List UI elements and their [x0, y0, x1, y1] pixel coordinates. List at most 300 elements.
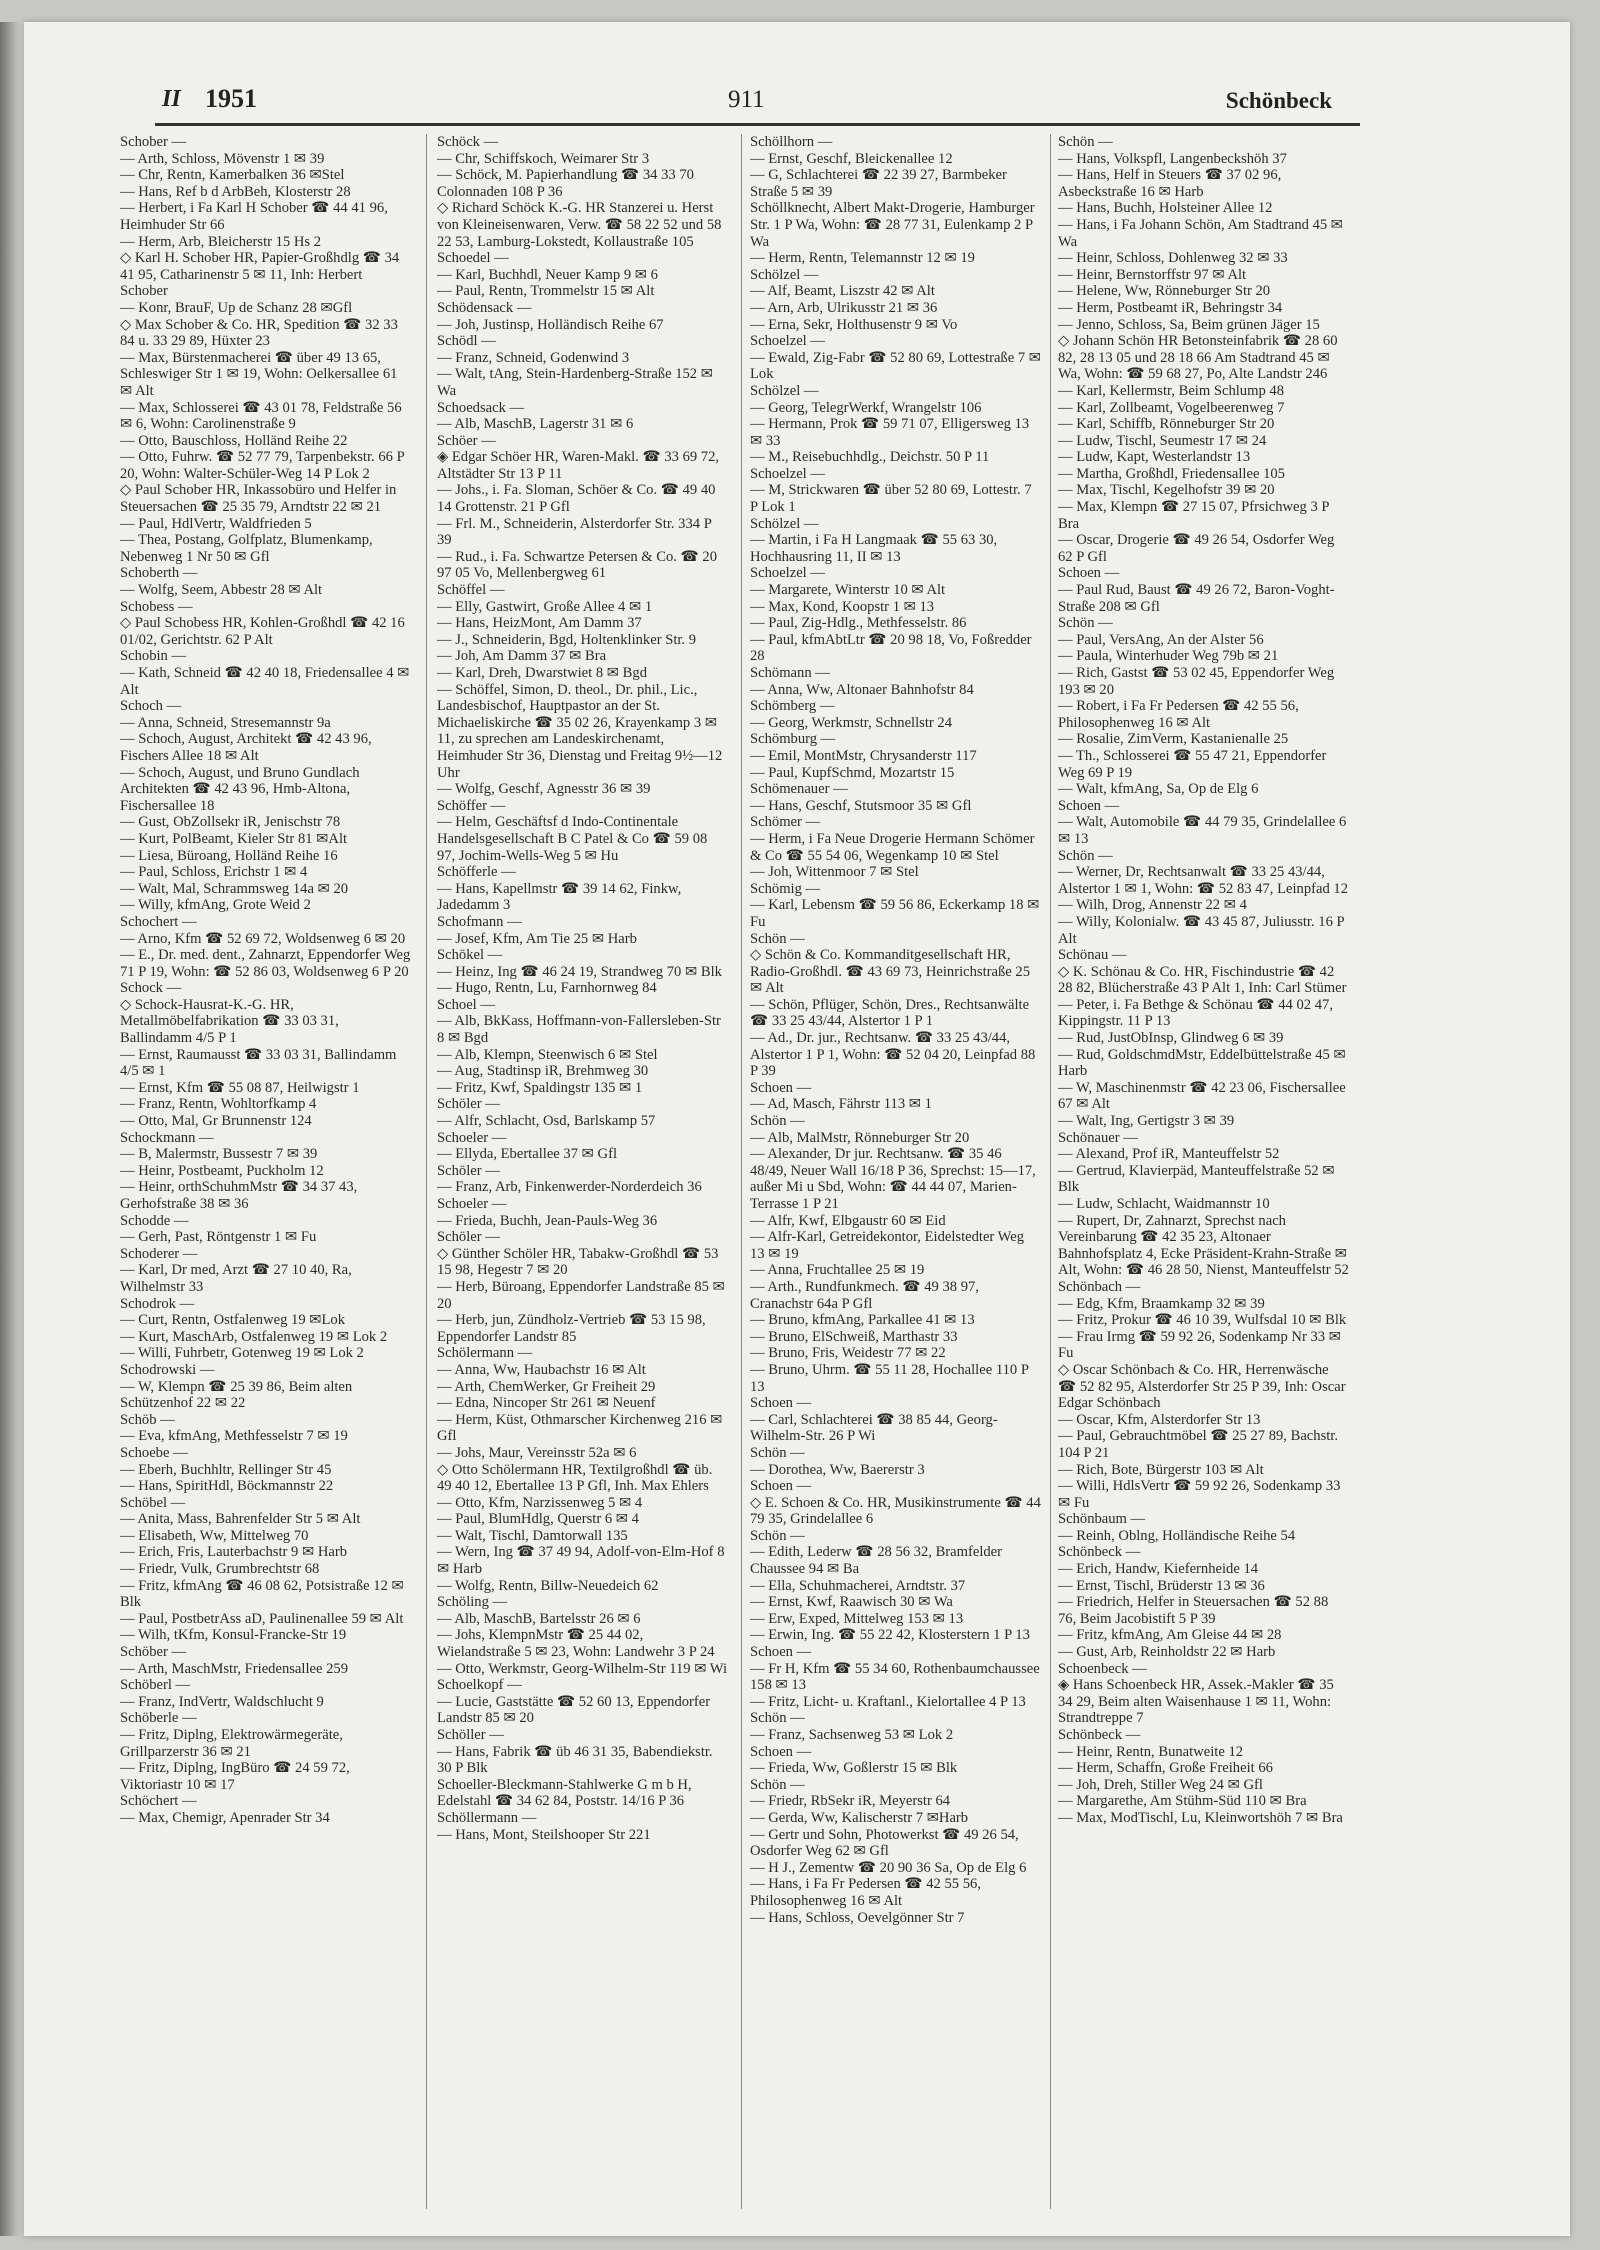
directory-entry: — Hans, Mont, Steilshooper Str 221	[437, 1826, 651, 1843]
directory-entry: Schoch —	[120, 698, 182, 715]
directory-entry: — Alb, BkKass, Hoffmann-von-Fallersleben-Str 8 ✉ Bgd	[437, 1013, 721, 1047]
directory-entry: — Paul, HdlVertr, Waldfrieden 5	[120, 515, 312, 532]
directory-entry: — Joh, Dreh, Stiller Weg 24 ✉ Gfl	[1058, 1776, 1263, 1793]
directory-entry: — Rosalie, ZimVerm, Kastanienalle 25	[1058, 731, 1289, 748]
directory-entry: — Herm, Arb, Bleicherstr 15 Hs 2	[120, 233, 322, 250]
directory-entry: — Fr H, Kfm ☎ 55 34 60, Rothenbaumchaussee 158 ✉ 13	[750, 1660, 1040, 1694]
directory-entry: — Ernst, Geschf, Bleickenallee 12	[750, 150, 953, 167]
directory-entry: — Kurt, MaschArb, Ostfalenweg 19 ✉ Lok 2	[120, 1328, 388, 1345]
directory-entry: — Liesa, Büroang, Holländ Reihe 16	[120, 847, 338, 864]
directory-entry: — Heinr, Schloss, Dohlenweg 32 ✉ 33	[1058, 250, 1288, 267]
directory-entry: — Gust, Arb, Reinholdstr 22 ✉ Harb	[1058, 1644, 1276, 1661]
directory-entry: Schökel —	[437, 947, 503, 964]
directory-entry: — Wern, Ing ☎ 37 49 94, Adolf-von-Elm-Hof 8 ✉ Harb	[437, 1544, 725, 1578]
directory-entry: Schön —	[750, 1444, 805, 1461]
directory-entry: Schödl —	[437, 333, 496, 350]
directory-entry: Schoderer —	[120, 1245, 198, 1262]
directory-entry: ◈ Edgar Schöer HR, Waren-Makl. ☎ 33 69 72, Altstädter Str 13 P 11	[437, 449, 720, 482]
directory-entry: Schodrowski —	[120, 1361, 215, 1378]
directory-entry: Schoelzel —	[750, 565, 825, 582]
directory-entry: Schodrok —	[120, 1295, 195, 1312]
directory-entry: — Karl, Kellermstr, Beim Schlump 48	[1058, 382, 1284, 399]
directory-entry: — Rud., i. Fa. Schwartze Petersen & Co. ☎ 20 97 05 Vo, Mellenbergweg 61	[437, 548, 718, 582]
directory-entry: Schöbel —	[120, 1494, 186, 1511]
directory-entry: — Alf, Beamt, Liszstr 42 ✉ Alt	[750, 283, 935, 300]
directory-entry: Schödensack —	[437, 299, 532, 316]
directory-entry: — Hugo, Rentn, Lu, Farnhornweg 84	[437, 980, 657, 997]
directory-entry: Schoedel —	[437, 250, 509, 267]
directory-entry: — Alexander, Dr jur. Rechtsanw. ☎ 35 46 48/49, Neuer Wall 16/18 P 36, Sprechst: 15—17, außer Mi u Sbd, Wohn: ☎ 44 44 07, Marien-Terrasse 1 P 21	[750, 1146, 1036, 1212]
directory-entry: — Gerh, Past, Röntgenstr 1 ✉ Fu	[120, 1229, 317, 1246]
directory-entry: — Emil, MontMstr, Chrysanderstr 117	[750, 747, 977, 764]
directory-entry: Schoen —	[1058, 565, 1120, 582]
directory-entry: — Fritz, kfmAng, Am Gleise 44 ✉ 28	[1058, 1627, 1282, 1644]
directory-entry: — Karl, Dr med, Arzt ☎ 27 10 40, Ra, Wilhelmstr 33	[120, 1262, 352, 1295]
directory-entry: — Erna, Sekr, Holthusenstr 9 ✉ Vo	[750, 316, 958, 333]
directory-entry: — Frau Irmg ☎ 59 92 26, Sodenkamp Nr 33 ✉ Fu	[1058, 1328, 1341, 1362]
directory-entry: Schöler —	[437, 1229, 500, 1246]
directory-entry: — Gertr und Sohn, Photowerkst ☎ 49 26 54, Osdorfer Weg 62 ✉ Gfl	[750, 1826, 1019, 1860]
directory-entry: — Margarethe, Am Stühm-Süd 110 ✉ Bra	[1058, 1793, 1307, 1810]
directory-entry: ◈ Hans Schoenbeck HR, Assek.-Makler ☎ 35 34 29, Beim alten Waisenhause 1 ✉ 11, Wohn: Strandtreppe 7	[1058, 1677, 1334, 1727]
directory-entry: — Ad, Masch, Fährstr 113 ✉ 1	[750, 1096, 932, 1113]
directory-entry: — Konr, BrauF, Up de Schanz 28 ✉Gfl	[120, 299, 353, 316]
directory-entry: — Herbert, i Fa Karl H Schober ☎ 44 41 96, Heimhuder Str 66	[120, 200, 388, 233]
directory-entry: Schöb —	[120, 1411, 175, 1428]
directory-entry: — Heinr, Bernstorffstr 97 ✉ Alt	[1058, 266, 1247, 283]
column-divider	[1050, 134, 1051, 2209]
directory-entry: Schöllhorn —	[750, 134, 833, 150]
directory-entry: — Arn, Arb, Ulrikusstr 21 ✉ 36	[750, 299, 938, 316]
directory-entry: — Herb, jun, Zündholz-Vertrieb ☎ 53 15 98, Eppendorfer Landstr 85	[437, 1312, 706, 1345]
directory-entry: — Herm, Schaffn, Große Freiheit 66	[1058, 1760, 1273, 1777]
directory-entry: Schöling —	[437, 1594, 508, 1611]
directory-entry: — Paul, Rentn, Trommelstr 15 ✉ Alt	[437, 283, 655, 300]
directory-entry: — Jenno, Schloss, Sa, Beim grünen Jäger 15	[1058, 316, 1320, 333]
directory-entry: — Gertrud, Klavierpäd, Manteuffelstraße 52 ✉ Blk	[1058, 1162, 1335, 1196]
directory-entry: ◇ Schock-Hausrat-K.-G. HR, Metallmöbelfabrikation ☎ 33 03 31, Ballindamm 4/5 P 1	[120, 996, 339, 1047]
directory-entry: — Schöck, M. Papierhandlung ☎ 34 33 70 Colonnaden 108 P 36	[437, 167, 694, 200]
directory-entry: — Rupert, Dr, Zahnarzt, Sprechst nach Vereinbarung ☎ 42 35 23, Altonaer Bahnhofsplatz 4, Ecke Präsident-Krahn-Straße ✉ Alt, Wohn: ☎ 46 28 50, Nienst, Manteuffelstr 52	[1058, 1212, 1349, 1279]
directory-entry: — Hans, Geschf, Stutsmoor 35 ✉ Gfl	[750, 797, 972, 814]
directory-entry: — Herb, Büroang, Eppendorfer Landstraße 85 ✉ 20	[437, 1278, 725, 1312]
directory-entry: — Max, Schlosserei ☎ 43 01 78, Feldstraße 56 ✉ 6, Wohn: Carolinenstraße 9	[120, 399, 402, 433]
directory-entry: — Walt, kfmAng, Sa, Op de Elg 6	[1058, 781, 1259, 798]
directory-entry: Schönau —	[1058, 947, 1127, 964]
directory-entry: — Fritz, Diplng, Elektrowärmegeräte, Grillparzerstr 36 ✉ 21	[120, 1727, 343, 1760]
directory-entry: — Herm, Küst, Othmarscher Kirchenweg 216 ✉ Gfl	[437, 1411, 723, 1445]
directory-entry: — Willy, Kolonialw. ☎ 43 45 87, Juliusstr. 16 P Alt	[1058, 913, 1345, 947]
directory-entry: — Rud, JustObInsp, Glindweg 6 ✉ 39	[1058, 1030, 1284, 1047]
directory-entry: Schoeler —	[437, 1196, 507, 1212]
directory-entry: — Anna, Fruchtallee 25 ✉ 19	[750, 1262, 925, 1279]
directory-entry: Schöllknecht, Albert Makt-Drogerie, Hamburger Str. 1 P Wa, Wohn: ☎ 28 77 31, Eulenkamp 2 P Wa	[750, 200, 1035, 250]
directory-entry: — Hans, Buchh, Holsteiner Allee 12	[1058, 200, 1273, 217]
directory-entry: — B, Malermstr, Bussestr 7 ✉ 39	[120, 1146, 318, 1163]
directory-entry: — Carl, Schlachterei ☎ 38 85 44, Georg-Wilhelm-Str. 26 P Wi	[750, 1411, 998, 1445]
directory-entry: — Otto, Fuhrw. ☎ 52 77 79, Tarpenbekstr. 66 P 20, Wohn: Walter-Schüler-Weg 14 P Lok 2	[120, 449, 405, 482]
directory-entry: — Karl, Dreh, Dwarstwiet 8 ✉ Bgd	[437, 665, 648, 681]
directory-entry: Schönbach —	[1058, 1278, 1141, 1295]
directory-entry: — Arth, ChemWerker, Gr Freiheit 29	[437, 1378, 656, 1395]
directory-entry: Schöler —	[437, 1162, 500, 1179]
directory-entry: — J., Schneiderin, Bgd, Holtenklinker Str. 9	[437, 631, 697, 648]
directory-entry: — Elly, Gastwirt, Große Allee 4 ✉ 1	[437, 598, 653, 615]
directory-entry: Schölzel —	[750, 515, 819, 532]
directory-entry: — Peter, i. Fa Bethge & Schönau ☎ 44 02 47, Kippingstr. 11 P 13	[1058, 996, 1333, 1030]
directory-entry: ◇ Richard Schöck K.-G. HR Stanzerei u. Herst von Kleineisenwaren, Verw. ☎ 58 22 52 und 58 22 53, Lamburg-Lokstedt, Kollaustraße 105	[437, 200, 722, 250]
directory-entry: — Martin, i Fa H Langmaak ☎ 55 63 30, Hochhausring 11, II ✉ 13	[750, 532, 998, 565]
directory-entry: — Ella, Schuhmacherei, Arndtstr. 37	[750, 1577, 966, 1594]
directory-entry: Schön —	[1058, 847, 1113, 864]
directory-entry: Schönbaum —	[1058, 1511, 1146, 1528]
directory-entry: — Wolfg, Rentn, Billw-Neuedeich 62	[437, 1577, 659, 1594]
directory-entry: — Max, Klempn ☎ 27 15 07, Pfrsichweg 3 P Bra	[1058, 499, 1329, 532]
directory-entry: — Wilh, tKfm, Konsul-Francke-Str 19	[120, 1627, 347, 1644]
directory-entry: — Heinr, orthSchuhmMstr ☎ 34 37 43, Gerhofstraße 38 ✉ 36	[120, 1179, 358, 1212]
directory-entry: — Edg, Kfm, Braamkamp 32 ✉ 39	[1058, 1295, 1265, 1312]
directory-entry: — Paul, BlumHdlg, Querstr 6 ✉ 4	[437, 1511, 639, 1528]
directory-entry: — Max, Chemigr, Apenrader Str 34	[120, 1809, 330, 1826]
directory-entry: — Schöffel, Simon, D. theol., Dr. phil., Lic., Landesbischof, Hauptpastor an der St. Michaeliskirche ☎ 35 02 26, Krayenkamp 3 ✉ 11, zu sprechen am Landeskirchenamt, Heimhuder Str 36, Dienstag und Freitag 9½—12 Uhr	[437, 681, 723, 781]
directory-entry: ◇ Günther Schöler HR, Tabakw-Großhdl ☎ 53 15 98, Hegestr 7 ✉ 20	[437, 1245, 719, 1279]
header-keyword: Schönbeck	[1225, 88, 1332, 113]
directory-entry: Schodde —	[120, 1212, 189, 1229]
directory-entry: Schober —	[120, 134, 187, 150]
directory-entry: Schömer —	[750, 814, 821, 831]
directory-entry: — Martha, Großhdl, Friedensallee 105	[1058, 465, 1285, 482]
directory-entry: — Hans, Fabrik ☎ üb 46 31 35, Babendiekstr. 30 P Blk	[437, 1743, 713, 1777]
directory-entry: — Thea, Postang, Golfplatz, Blumenkamp, Nebenweg 1 Nr 50 ✉ Gfl	[120, 532, 373, 565]
directory-entry: — Friedrich, Helfer in Steuersachen ☎ 52 88 76, Beim Jacobistift 5 P 39	[1058, 1594, 1329, 1627]
directory-entry: — Walt, Automobile ☎ 44 79 35, Grindelallee 6 ✉ 13	[1058, 814, 1347, 847]
directory-entry: — Willi, Fuhrbetr, Gotenweg 19 ✉ Lok 2	[120, 1345, 364, 1362]
directory-entry: — Josef, Kfm, Am Tie 25 ✉ Harb	[437, 930, 637, 947]
directory-entry: — H J., Zementw ☎ 20 90 36 Sa, Op de Elg 6	[750, 1859, 1027, 1876]
directory-entry: — Georg, Werkmstr, Schnellstr 24	[750, 714, 952, 731]
directory-entry: — Johs, Maur, Vereinsstr 52a ✉ 6	[437, 1444, 637, 1461]
directory-entry: — Fritz, Prokur ☎ 46 10 39, Wulfsdal 10 ✉ Blk	[1058, 1312, 1347, 1329]
directory-entry: — Walt, Tischl, Damtorwall 135	[437, 1527, 628, 1544]
directory-entry: — Arno, Kfm ☎ 52 69 72, Woldsenweg 6 ✉ 20	[120, 930, 406, 947]
directory-entry: — Ernst, Kfm ☎ 55 08 87, Heilwigstr 1	[120, 1079, 360, 1096]
directory-entry: — Friedr, Vulk, Grumbrechtstr 68	[120, 1561, 320, 1578]
directory-entry: — Erw, Exped, Mittelweg 153 ✉ 13	[750, 1610, 964, 1627]
directory-entry: — Alexand, Prof iR, Manteuffelstr 52	[1058, 1146, 1280, 1163]
year-label: 1951	[205, 84, 257, 113]
directory-entry: — Fritz, Kwf, Spaldingstr 135 ✉ 1	[437, 1079, 643, 1096]
directory-entry: — Werner, Dr, Rechtsanwalt ☎ 33 25 43/44, Alstertor 1 ✉ 1, Wohn: ☎ 52 83 47, Leinpfad 12	[1058, 864, 1348, 897]
column-3	[750, 134, 1042, 2214]
directory-entry: — Karl, Lebensm ☎ 59 56 86, Eckerkamp 18 ✉ Fu	[750, 897, 1040, 930]
directory-entry: — Erich, Handw, Kiefernheide 14	[1058, 1561, 1259, 1578]
directory-entry: Schochert —	[120, 913, 197, 930]
directory-entry: Schömburg —	[750, 731, 836, 748]
directory-entry: — Franz, Sachsenweg 53 ✉ Lok 2	[750, 1727, 954, 1743]
book-binding-edge	[0, 22, 26, 2236]
directory-entry: — Bruno, Fris, Weidestr 77 ✉ 22	[750, 1345, 946, 1362]
directory-entry: — Karl, Buchhdl, Neuer Kamp 9 ✉ 6	[437, 266, 658, 283]
directory-entry: — Hans, i Fa Johann Schön, Am Stadtrand 45 ✉ Wa	[1058, 216, 1344, 250]
directory-entry: — Kath, Schneid ☎ 42 40 18, Friedensallee 4 ✉ Alt	[120, 665, 410, 698]
directory-entry: ◇ Schön & Co. Kommanditgesellschaft HR, Radio-Großhdl. ☎ 43 69 73, Heinrichstraße 25 ✉ Alt	[750, 947, 1031, 997]
directory-entry: — Schoch, August, Architekt ☎ 42 43 96, Fischers Allee 18 ✉ Alt	[120, 731, 372, 764]
directory-entry: Schön —	[750, 1776, 805, 1793]
directory-entry: Schölermann —	[437, 1345, 533, 1362]
directory-entry: — Fritz, kfmAng ☎ 46 08 62, Potsistraße 12 ✉ Blk	[120, 1577, 404, 1611]
directory-entry: ◇ Karl H. Schober HR, Papier-Großhdlg ☎ 34 41 95, Catharinenstr 5 ✉ 11, Inh: Herbert Schober	[120, 250, 400, 300]
directory-entry: — Gerda, Ww, Kalischerstr 7 ✉Harb	[750, 1809, 969, 1826]
header-rule	[155, 123, 1360, 126]
directory-entry: — Walt, tAng, Stein-Hardenberg-Straße 152 ✉ Wa	[437, 366, 713, 399]
directory-entry: — Alb, MalMstr, Rönneburger Str 20	[750, 1129, 970, 1146]
directory-entry: — Eva, kfmAng, Methfesselstr 7 ✉ 19	[120, 1428, 348, 1445]
directory-entry: — Willi, HdlsVertr ☎ 59 92 26, Sodenkamp 33 ✉ Fu	[1058, 1478, 1341, 1511]
directory-entry: — Otto, Bauschloss, Holländ Reihe 22	[120, 432, 348, 449]
directory-entry: — Wolfg, Geschf, Agnesstr 36 ✉ 39	[437, 781, 651, 798]
directory-entry: — Paul, Schloss, Erichstr 1 ✉ 4	[120, 864, 308, 881]
directory-entry: — Herm, i Fa Neue Drogerie Hermann Schömer & Co ☎ 55 54 06, Wegenkamp 10 ✉ Stel	[750, 830, 1035, 864]
directory-entry: — Paula, Winterhuder Weg 79b ✉ 21	[1058, 648, 1279, 665]
directory-entry: — Alb, MaschB, Lagerstr 31 ✉ 6	[437, 416, 634, 433]
page-number: 911	[728, 86, 765, 113]
directory-entry: — Frieda, Buchh, Jean-Pauls-Weg 36	[437, 1212, 658, 1229]
directory-entry: Schoen —	[750, 1478, 812, 1495]
volume-label: II	[162, 86, 181, 112]
directory-entry: — Ad., Dr. jur., Rechtsanw. ☎ 33 25 43/44, Alstertor 1 P 1, Wohn: ☎ 52 04 20, Leinpfad 88 P 39	[750, 1030, 1036, 1080]
directory-entry: — Joh, Justinsp, Holländisch Reihe 67	[437, 316, 664, 333]
directory-entry: Schöffer —	[437, 797, 506, 814]
directory-entry: Schoelkopf —	[437, 1677, 522, 1694]
directory-entry: — Helene, Ww, Rönneburger Str 20	[1058, 283, 1271, 300]
directory-entry: — Th., Schlosserei ☎ 55 47 21, Eppendorfer Weg 69 P 19	[1058, 747, 1327, 781]
directory-entry: — Hans, i Fa Fr Pedersen ☎ 42 55 56, Philosophenweg 16 ✉ Alt	[750, 1876, 981, 1909]
directory-entry: Schöllermann —	[437, 1809, 537, 1826]
directory-entry: — Alb, Klempn, Steenwisch 6 ✉ Stel	[437, 1046, 658, 1063]
directory-entry: — Arth., Rundfunkmech. ☎ 49 38 97, Cranachstr 64a P Gfl	[750, 1278, 979, 1312]
directory-entry: Schoenbeck —	[1058, 1660, 1147, 1677]
directory-entry: ◇ Otto Schölermann HR, Textilgroßhdl ☎ üb. 49 40 12, Ebertallee 13 P Gfl, Inh. Max Ehlers	[437, 1461, 713, 1495]
directory-entry: — Wilh, Drog, Annenstr 22 ✉ 4	[1058, 897, 1247, 914]
directory-entry: — Hans, Volkspfl, Langenbeckshöh 37	[1058, 150, 1287, 167]
directory-entry: Schöberl —	[120, 1677, 191, 1694]
directory-entry: ◇ K. Schönau & Co. HR, Fischindustrie ☎ 42 28 82, Blücherstraße 43 P Alt 1, Inh: Carl Stümer	[1058, 963, 1347, 997]
directory-entry: — Franz, IndVertr, Waldschlucht 9	[120, 1693, 324, 1710]
directory-entry: — Hans, Ref b d ArbBeh, Klosterstr 28	[120, 183, 351, 200]
directory-entry: — Franz, Arb, Finkenwerder-Norderdeich 36	[437, 1179, 702, 1196]
directory-entry: — Edna, Nincoper Str 261 ✉ Neuenf	[437, 1395, 656, 1412]
directory-entry: ◇ Max Schober & Co. HR, Spedition ☎ 32 33 84 u. 33 29 89, Hüxter 23	[120, 316, 398, 350]
directory-entry: — Franz, Rentn, Wohltorfkamp 4	[120, 1096, 317, 1113]
directory-entry: — Otto, Werkmstr, Georg-Wilhelm-Str 119 ✉ Wi	[437, 1660, 728, 1677]
directory-entry: — Fritz, Licht- u. Kraftanl., Kielortallee 4 P 13	[750, 1693, 1026, 1710]
directory-entry: — Herm, Postbeamt iR, Behringstr 34	[1058, 299, 1283, 316]
directory-entry: Schönbeck —	[1058, 1544, 1141, 1561]
directory-entry: — Helm, Geschäftsf d Indo-Continentale Handelsgesellschaft B C Patel & Co ☎ 59 08 97, Jochim-Wells-Weg 5 ✉ Hu	[437, 814, 708, 864]
directory-entry: — Max, Kond, Koopstr 1 ✉ 13	[750, 598, 935, 615]
directory-entry: Schobin —	[120, 648, 187, 665]
directory-entry: ◇ Oscar Schönbach & Co. HR, Herrenwäsche ☎ 52 82 95, Alsterdorfer Str 25 P 39, Inh: Oscar Edgar Schönbach	[1058, 1361, 1346, 1412]
directory-entry: — Rich, Bote, Bürgerstr 103 ✉ Alt	[1058, 1461, 1264, 1478]
directory-entry: Schöffel —	[437, 582, 505, 599]
directory-entry: Schoeler —	[437, 1129, 507, 1146]
directory-entry: ◇ Paul Schobess HR, Kohlen-Großhdl ☎ 42 16 01/02, Gerichtstr. 62 P Alt	[120, 615, 405, 648]
directory-entry: — Johs., i. Fa. Sloman, Schöer & Co. ☎ 49 40 14 Grottenstr. 21 P Gfl	[437, 482, 716, 516]
directory-entry: — Heinr, Postbeamt, Puckholm 12	[120, 1162, 324, 1179]
directory-entry: Schömenauer —	[750, 781, 848, 798]
directory-entry: — Paul Rud, Baust ☎ 49 26 72, Baron-Voght-Straße 208 ✉ Gfl	[1058, 582, 1335, 615]
directory-entry: Schöer —	[437, 432, 496, 449]
column-divider	[426, 134, 427, 2209]
directory-entry: — Joh, Wittenmoor 7 ✉ Stel	[750, 864, 919, 881]
directory-entry: — Frieda, Ww, Goßlerstr 15 ✉ Blk	[750, 1760, 958, 1777]
directory-entry: Schöberle —	[120, 1710, 197, 1727]
directory-entry: — Bruno, ElSchweiß, Marthastr 33	[750, 1328, 958, 1345]
directory-entry: Schömig —	[750, 880, 821, 897]
directory-entry: Schock —	[120, 980, 182, 997]
directory-entry: — Bruno, Uhrm. ☎ 55 11 28, Hochallee 110 P 13	[750, 1361, 1029, 1395]
directory-entry: Schoelzel —	[750, 465, 825, 482]
directory-entry: Schoen —	[1058, 797, 1120, 814]
directory-entry: — Chr, Schiffskoch, Weimarer Str 3	[437, 150, 650, 167]
directory-entry: ◇ E. Schoen & Co. HR, Musikinstrumente ☎ 44 79 35, Grindelallee 6	[750, 1494, 1041, 1528]
directory-entry: Schöler —	[437, 1096, 500, 1113]
directory-entry: — Alb, MaschB, Bartelsstr 26 ✉ 6	[437, 1610, 641, 1627]
directory-entry: — Erich, Fris, Lauterbachstr 9 ✉ Harb	[120, 1544, 348, 1561]
directory-entry: — Heinr, Rentn, Bunatweite 12	[1058, 1743, 1244, 1760]
directory-entry: — Franz, Schneid, Godenwind 3	[437, 349, 630, 366]
directory-entry: — Alfr-Karl, Getreidekontor, Eidelstedter Weg 13 ✉ 19	[750, 1229, 1025, 1262]
directory-entry: — Anita, Mass, Bahrenfelder Str 5 ✉ Alt	[120, 1511, 361, 1528]
directory-entry: — Otto, Kfm, Narzissenweg 5 ✉ 4	[437, 1494, 643, 1511]
directory-entry: — Paul, Zig-Hdlg., Methfesselstr. 86	[750, 615, 967, 632]
directory-entry: Schön —	[750, 1527, 805, 1544]
directory-entry: — Max, ModTischl, Lu, Kleinwortshöh 7 ✉ Bra	[1058, 1809, 1343, 1826]
directory-entry: Schönauer —	[1058, 1129, 1138, 1146]
directory-entry: — Schön, Pflüger, Schön, Dres., Rechtsanwälte ☎ 33 25 43/44, Alstertor 1 P 1	[750, 996, 1030, 1030]
page-header	[150, 80, 1340, 120]
directory-entry: — Rud, GoldschmdMstr, Eddelbüttelstraße 45 ✉ Harb	[1058, 1046, 1346, 1080]
directory-entry: Schömann —	[750, 665, 830, 681]
directory-entry: ◇ Paul Schober HR, Inkassobüro und Helfer in Steuersachen ☎ 25 35 79, Arndtstr 22 ✉ 21	[120, 482, 397, 516]
directory-entry: — Karl, Schiffb, Rönneburger Str 20	[1058, 416, 1275, 433]
directory-entry: — W, Klempn ☎ 25 39 86, Beim alten Schützenhof 22 ✉ 22	[120, 1378, 353, 1412]
directory-entry: — Max, Tischl, Kegelhofstr 39 ✉ 20	[1058, 482, 1275, 499]
directory-entry: — Oscar, Kfm, Alsterdorfer Str 13	[1058, 1411, 1261, 1428]
directory-entry: Schockmann —	[120, 1129, 214, 1146]
directory-entry: — Anna, Ww, Altonaer Bahnhofstr 84	[750, 681, 974, 698]
directory-entry: — Reinh, Oblng, Holländische Reihe 54	[1058, 1527, 1296, 1544]
directory-entry: — Fritz, Diplng, IngBüro ☎ 24 59 72, Viktoriastr 10 ✉ 17	[120, 1760, 350, 1793]
directory-entry: — Edith, Lederw ☎ 28 56 32, Bramfelder Chaussee 94 ✉ Ba	[750, 1544, 1003, 1578]
directory-entry: Schölzel —	[750, 382, 819, 399]
directory-entry: Schölzel —	[750, 266, 819, 283]
directory-entry: Schoen —	[750, 1644, 812, 1661]
directory-entry: — Ludw, Tischl, Seumestr 17 ✉ 24	[1058, 432, 1267, 449]
directory-entry: Schoelzel —	[750, 333, 825, 350]
column-2	[437, 134, 729, 2214]
directory-entry: — M, Strickwaren ☎ über 52 80 69, Lottestr. 7 P Lok 1	[750, 482, 1032, 516]
directory-entry: Schöfferle —	[437, 864, 516, 881]
directory-entry: — Hans, SpiritHdl, Böckmannstr 22	[120, 1478, 334, 1495]
directory-entry: — Herm, Rentn, Telemannstr 12 ✉ 19	[750, 250, 975, 267]
directory-entry: — Willy, kfmAng, Grote Weid 2	[120, 897, 311, 914]
directory-entry: Schöchert —	[120, 1793, 197, 1810]
directory-entry: Schöller —	[437, 1727, 504, 1743]
directory-entry: — Joh, Am Damm 37 ✉ Bra	[437, 648, 607, 665]
directory-entry: — Paul, KupfSchmd, Mozartstr 15	[750, 764, 955, 781]
directory-entry: — Kurt, PolBeamt, Kieler Str 81 ✉Alt	[120, 830, 348, 847]
directory-entry: — Walt, Ing, Gertigstr 3 ✉ 39	[1058, 1113, 1235, 1130]
directory-entry: — Schoch, August, und Bruno Gundlach Architekten ☎ 42 43 96, Hmb-Altona, Fischersallee 18	[120, 764, 360, 814]
directory-entry: — Friedr, RbSekr iR, Meyerstr 64	[750, 1793, 951, 1810]
directory-entry: — Aug, Stadtinsp iR, Brehmweg 30	[437, 1063, 649, 1080]
directory-entry: — Margarete, Winterstr 10 ✉ Alt	[750, 582, 946, 599]
directory-entry: — Bruno, kfmAng, Parkallee 41 ✉ 13	[750, 1312, 975, 1329]
directory-entry: — Max, Bürstenmacherei ☎ über 49 13 65, Schleswiger Str 1 ✉ 19, Wohn: Oelkersallee 61 ✉ Alt	[120, 349, 398, 399]
column-divider	[741, 134, 742, 2209]
directory-entry: — Heinz, Ing ☎ 46 24 19, Strandweg 70 ✉ Blk	[437, 963, 722, 980]
directory-entry: — Paul, PostbetrAss aD, Paulinenallee 59 ✉ Alt	[120, 1610, 404, 1627]
directory-entry: — Alfr, Kwf, Elbgaustr 60 ✉ Eid	[750, 1212, 946, 1229]
directory-entry: — Robert, i Fa Fr Pedersen ☎ 42 55 56, Philosophenweg 16 ✉ Alt	[1058, 698, 1299, 731]
directory-entry: Schobess —	[120, 598, 193, 615]
directory-entry: — Erwin, Ing. ☎ 55 22 42, Klosterstern 1 P 13	[750, 1627, 1030, 1644]
directory-entry: Schöck —	[437, 134, 499, 150]
directory-entry: — Hans, Helf in Steuers ☎ 37 02 96, Asbeckstraße 16 ✉ Harb	[1058, 167, 1282, 200]
directory-entry: — Ernst, Raumausst ☎ 33 03 31, Ballindamm 4/5 ✉ 1	[120, 1046, 397, 1080]
directory-entry: Schoebe —	[120, 1444, 188, 1461]
directory-entry: — Wolfg, Seem, Abbestr 28 ✉ Alt	[120, 582, 323, 599]
column-4	[1058, 134, 1350, 2214]
directory-entry: Schoel —	[437, 996, 495, 1013]
directory-entry: — Ernst, Kwf, Raawisch 30 ✉ Wa	[750, 1594, 953, 1611]
directory-entry: — Frl. M., Schneiderin, Alsterdorfer Str. 334 P 39	[437, 515, 712, 549]
directory-entry: — Eberh, Buchhltr, Rellinger Str 45	[120, 1461, 332, 1478]
directory-entry: Schöber —	[120, 1644, 187, 1661]
column-1	[120, 134, 412, 2214]
directory-entry: — Paul, VersAng, An der Alster 56	[1058, 631, 1264, 648]
directory-entry: — Hans, Kapellmstr ☎ 39 14 62, Finkw, Jadedamm 3	[437, 880, 682, 914]
directory-entry: — Ludw, Schlacht, Waidmannstr 10	[1058, 1196, 1270, 1212]
directory-entry: Schönbeck —	[1058, 1727, 1141, 1743]
directory-entry: — G, Schlachterei ☎ 22 39 27, Barmbeker Straße 5 ✉ 39	[750, 167, 1007, 200]
directory-entry: — Elisabeth, Ww, Mittelweg 70	[120, 1527, 309, 1544]
directory-entry: — Paul, kfmAbtLtr ☎ 20 98 18, Vo, Foßredder 28	[750, 631, 1032, 665]
directory-entry: Schoen —	[750, 1079, 812, 1096]
directory-entry: Schön —	[1058, 134, 1113, 150]
directory-entry: — Karl, Zollbeamt, Vogelbeerenweg 7	[1058, 399, 1285, 416]
directory-entry: — Rich, Gastst ☎ 53 02 45, Eppendorfer Weg 193 ✉ 20	[1058, 665, 1335, 698]
directory-entry: — Gust, ObZollsekr iR, Jenischstr 78	[120, 814, 341, 831]
directory-entry: — Oscar, Drogerie ☎ 49 26 54, Osdorfer Weg 62 P Gfl	[1058, 532, 1335, 565]
directory-entry: — W, Maschinenmstr ☎ 42 23 06, Fischersallee 67 ✉ Alt	[1058, 1079, 1346, 1113]
directory-entry: — Ellyda, Ebertallee 37 ✉ Gfl	[437, 1146, 617, 1163]
directory-entry: Schoen —	[750, 1743, 812, 1760]
directory-entry: — Hans, HeizMont, Am Damm 37	[437, 615, 642, 632]
directory-entry: Schön —	[750, 1710, 805, 1727]
directory-entry: — M., Reisebuchhdlg., Deichstr. 50 P 11	[750, 449, 990, 466]
directory-entry: Schön —	[1058, 615, 1113, 632]
directory-entry: — Arth, MaschMstr, Friedensallee 259	[120, 1660, 349, 1677]
directory-entry: Schoberth —	[120, 565, 198, 582]
directory-entry: Schoeller-Bleckmann-Stahlwerke G m b H, Edelstahl ☎ 34 62 84, Poststr. 14/16 P 36	[437, 1776, 692, 1810]
directory-entry: — Anna, Schneid, Stresemannstr 9a	[120, 714, 331, 731]
directory-entry: — Hermann, Prok ☎ 59 71 07, Elligersweg 13 ✉ 33	[750, 416, 1030, 449]
directory-entry: Schofmann —	[437, 913, 522, 930]
directory-entry: Schoedsack —	[437, 399, 525, 416]
directory-entry: — Ludw, Kapt, Westerlandstr 13	[1058, 449, 1251, 466]
